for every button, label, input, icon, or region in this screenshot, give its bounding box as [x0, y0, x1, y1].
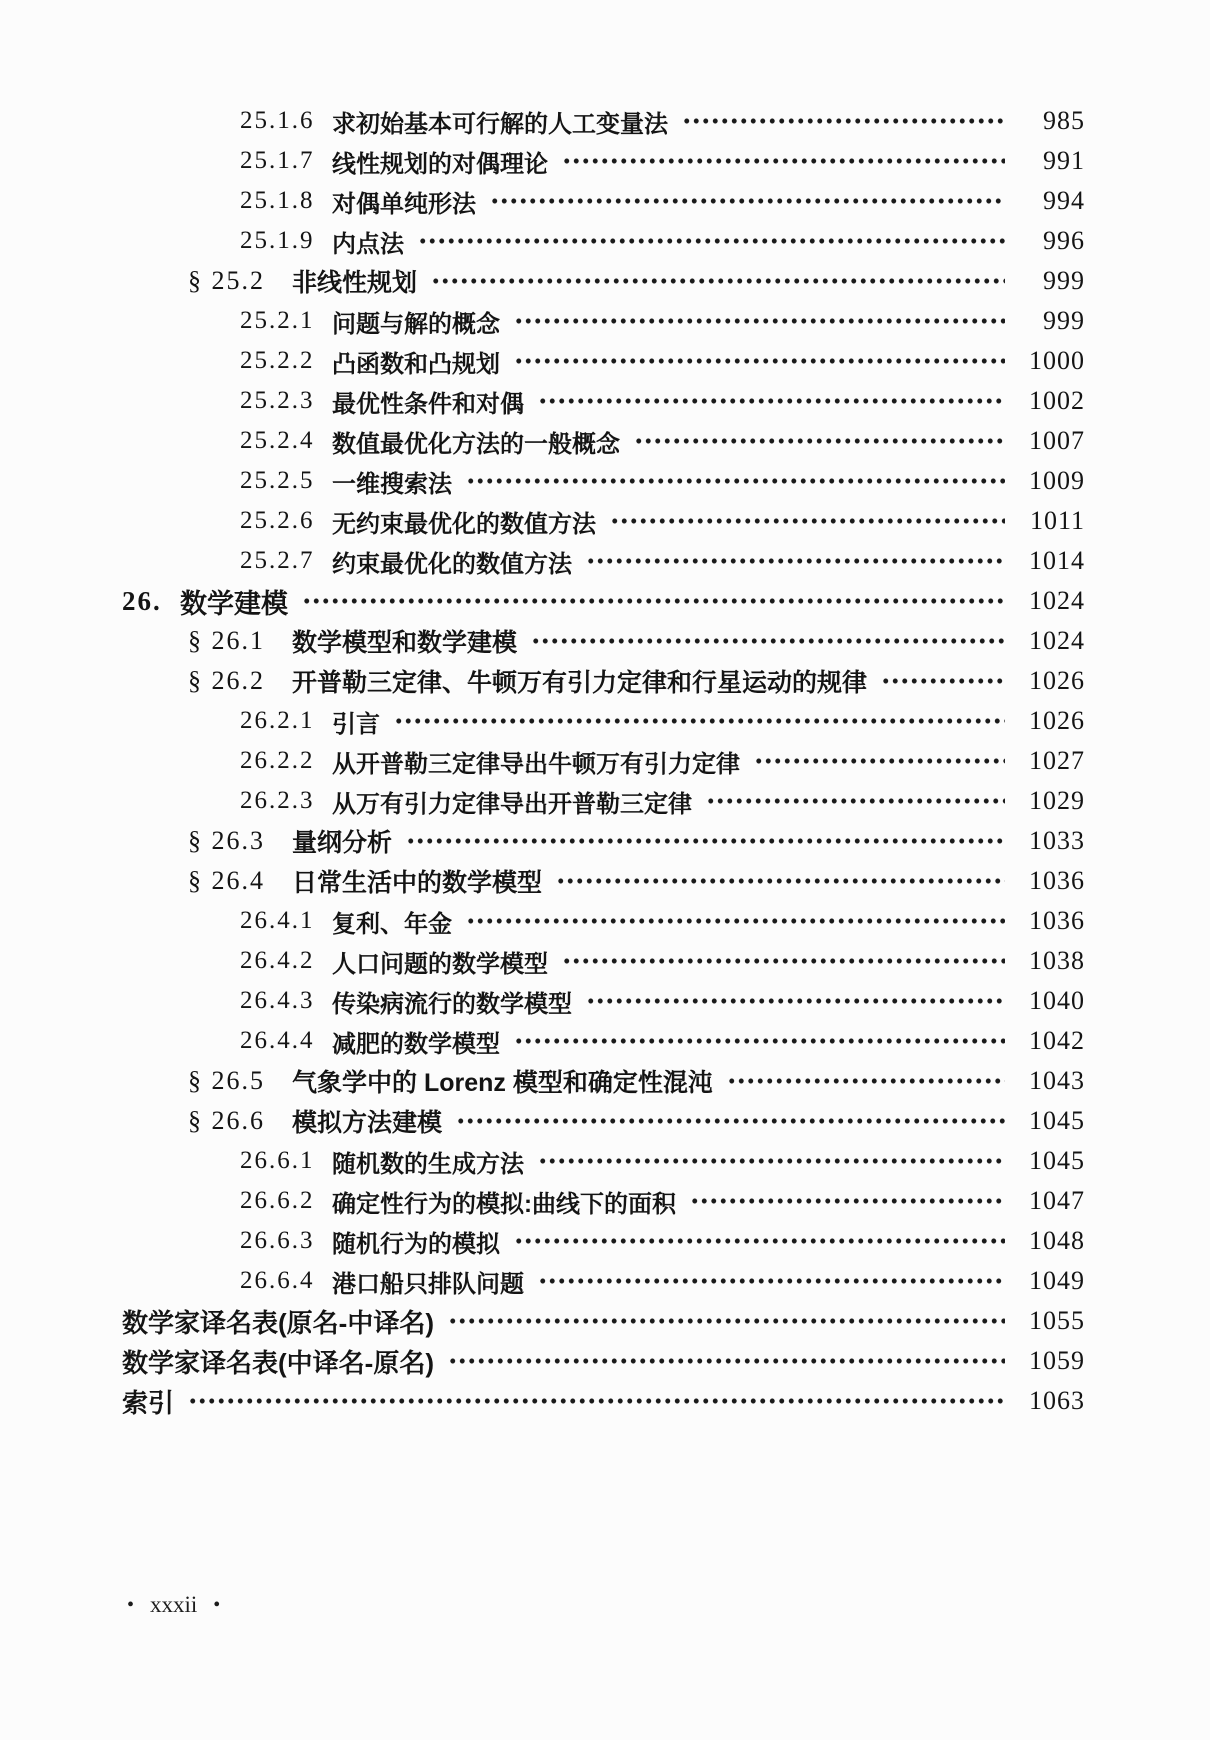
dot-leader [514, 301, 1005, 341]
entry-number: 25.2.2 [240, 347, 315, 374]
entry-number: § 26.2 [188, 666, 265, 695]
entry-page: 1002 [1029, 386, 1085, 415]
dot-leader [727, 1061, 1005, 1101]
toc-entry [0, 1141, 1210, 1181]
dot-leader [456, 1101, 1005, 1141]
entry-title: 最优性条件和对偶 [332, 390, 524, 418]
footer-right-dot: • [213, 1593, 221, 1616]
entry-number: 26.4.2 [240, 947, 315, 974]
entry-title: 从万有引力定律导出开普勒三定律 [332, 790, 692, 818]
toc-entry [0, 941, 1210, 981]
entry-title: 线性规划的对偶理论 [332, 150, 548, 178]
footer-page-number: xxxii [150, 1592, 198, 1617]
dot-leader [531, 621, 1005, 661]
entry-title: 气象学中的 Lorenz 模型和确定性混沌 [292, 1069, 713, 1097]
entry-number: 25.1.9 [240, 227, 315, 254]
toc-entry [0, 901, 1210, 941]
toc-entry [0, 1061, 1210, 1101]
entry-page: 1045 [1029, 1146, 1085, 1175]
entry-number: § 26.5 [188, 1066, 265, 1095]
entry-page: 994 [1043, 186, 1085, 215]
entry-title: 约束最优化的数值方法 [332, 550, 572, 578]
entry-title: 索引 [122, 1387, 175, 1418]
entry-page: 1040 [1029, 986, 1085, 1015]
entry-number: 26.6.3 [240, 1227, 315, 1254]
entry-title: 数学家译名表(中译名-原名) [122, 1347, 434, 1378]
toc-entry [0, 781, 1210, 821]
toc-entry [0, 981, 1210, 1021]
dot-leader [394, 701, 1005, 741]
dot-leader [562, 941, 1005, 981]
entry-title: 凸函数和凸规划 [332, 350, 500, 378]
dot-leader [406, 821, 1005, 861]
entry-page: 1055 [1029, 1306, 1085, 1335]
dot-leader [448, 1341, 1005, 1381]
entry-title: 随机行为的模拟 [332, 1230, 500, 1258]
dot-leader [302, 581, 1005, 621]
entry-page: 1038 [1029, 946, 1085, 975]
entry-title: 从开普勒三定律导出牛顿万有引力定律 [332, 750, 740, 778]
entry-page: 996 [1043, 226, 1085, 255]
toc-entry [0, 141, 1210, 181]
page-footer [127, 1592, 220, 1618]
dot-leader [706, 781, 1005, 821]
toc-entry [0, 1221, 1210, 1261]
entry-number: 26.2.1 [240, 707, 315, 734]
entry-number: 25.1.6 [240, 107, 315, 134]
dot-leader [586, 981, 1005, 1021]
dot-leader [556, 861, 1005, 901]
entry-title: 数学家译名表(原名-中译名) [122, 1307, 434, 1338]
entry-page: 991 [1043, 146, 1085, 175]
entry-title: 传染病流行的数学模型 [332, 990, 572, 1018]
entry-number: 25.2.7 [240, 547, 315, 574]
entry-page: 1024 [1029, 586, 1085, 615]
dot-leader [490, 181, 1005, 221]
entry-page: 1049 [1029, 1266, 1085, 1295]
entry-number: 26.4.3 [240, 987, 315, 1014]
entry-title: 量纲分析 [292, 829, 393, 857]
entry-title: 数学建模 [180, 588, 288, 619]
toc-entry [0, 1101, 1210, 1141]
toc-entry [0, 461, 1210, 501]
toc-entry [0, 621, 1210, 661]
entry-number: 26.2.2 [240, 747, 315, 774]
dot-leader [538, 381, 1005, 421]
toc-entry [0, 1181, 1210, 1221]
entry-number: 25.2.6 [240, 507, 315, 534]
entry-number: 25.2.3 [240, 387, 315, 414]
entry-page: 999 [1043, 266, 1085, 295]
entry-number: 25.1.8 [240, 187, 315, 214]
dot-leader [514, 341, 1005, 381]
toc-entry [0, 261, 1210, 301]
entry-page: 1024 [1029, 626, 1085, 655]
entry-title: 确定性行为的模拟:曲线下的面积 [332, 1190, 676, 1218]
entry-page: 1026 [1029, 706, 1085, 735]
entry-page: 1033 [1029, 826, 1085, 855]
toc-entry [0, 381, 1210, 421]
entry-number: 26.2.3 [240, 787, 315, 814]
toc-entry [0, 701, 1210, 741]
entry-page: 1029 [1029, 786, 1085, 815]
dot-leader [188, 1381, 1005, 1421]
entry-page: 1014 [1029, 546, 1085, 575]
dot-leader [586, 541, 1005, 581]
entry-title: 问题与解的概念 [332, 310, 500, 338]
entry-number: § 26.3 [188, 826, 265, 855]
entry-title: 求初始基本可行解的人工变量法 [332, 110, 668, 138]
entry-page: 1000 [1029, 346, 1085, 375]
entry-page: 1036 [1029, 906, 1085, 935]
entry-number: 25.2.4 [240, 427, 315, 454]
dot-leader [754, 741, 1005, 781]
toc-entry [0, 1021, 1210, 1061]
entry-number: 26.6.4 [240, 1267, 315, 1294]
entry-number: 26.6.2 [240, 1187, 315, 1214]
dot-leader [562, 141, 1005, 181]
dot-leader [610, 501, 1005, 541]
entry-page: 1027 [1029, 746, 1085, 775]
toc-entry [0, 861, 1210, 901]
entry-page: 1059 [1029, 1346, 1085, 1375]
entry-page: 1009 [1029, 466, 1085, 495]
entry-title: 港口船只排队问题 [332, 1270, 524, 1298]
dot-leader [690, 1181, 1005, 1221]
entry-title: 数值最优化方法的一般概念 [332, 430, 620, 458]
entry-page: 1007 [1029, 426, 1085, 455]
toc-entry [0, 421, 1210, 461]
entry-number: § 25.2 [188, 266, 265, 295]
toc-entry [0, 101, 1210, 141]
entry-number: § 26.6 [188, 1106, 265, 1135]
entry-page: 1011 [1029, 506, 1085, 535]
entry-page: 1045 [1029, 1106, 1085, 1135]
entry-page: 1063 [1029, 1386, 1085, 1415]
entry-number: 25.1.7 [240, 147, 315, 174]
dot-leader [514, 1021, 1005, 1061]
dot-leader [881, 661, 1005, 701]
entry-number: § 26.1 [188, 626, 265, 655]
entry-number: 26. [122, 585, 162, 616]
entry-title: 开普勒三定律、牛顿万有引力定律和行星运动的规律 [292, 669, 868, 697]
dot-leader [634, 421, 1005, 461]
entry-page: 1043 [1029, 1066, 1085, 1095]
entry-number: 25.2.1 [240, 307, 315, 334]
entry-page: 999 [1043, 306, 1085, 335]
entry-title: 一维搜索法 [332, 470, 452, 498]
toc-entry [0, 821, 1210, 861]
entry-page: 1048 [1029, 1226, 1085, 1255]
dot-leader [431, 261, 1005, 301]
dot-leader [514, 1221, 1005, 1261]
toc-entry [0, 181, 1210, 221]
toc-entry [0, 501, 1210, 541]
footer-left-dot: • [127, 1593, 135, 1616]
dot-leader [418, 221, 1005, 261]
toc-entry [0, 1341, 1210, 1381]
entry-title: 非线性规划 [292, 269, 418, 297]
entry-number: 26.6.1 [240, 1147, 315, 1174]
dot-leader [682, 101, 1005, 141]
dot-leader [466, 901, 1005, 941]
toc-entry [0, 741, 1210, 781]
entry-title: 数学模型和数学建模 [292, 629, 518, 657]
entry-title: 模拟方法建模 [292, 1109, 443, 1137]
toc-entry [0, 1261, 1210, 1301]
entry-title: 引言 [332, 710, 380, 738]
entry-page: 1042 [1029, 1026, 1085, 1055]
entry-number: 25.2.5 [240, 467, 315, 494]
dot-leader [538, 1141, 1005, 1181]
entry-title: 复利、年金 [332, 910, 452, 938]
toc-entry [0, 661, 1210, 701]
entry-title: 内点法 [332, 230, 404, 258]
table-of-contents [0, 101, 1210, 1421]
entry-title: 减肥的数学模型 [332, 1030, 500, 1058]
entry-page: 985 [1043, 106, 1085, 135]
entry-title: 日常生活中的数学模型 [292, 869, 543, 897]
entry-title: 无约束最优化的数值方法 [332, 510, 596, 538]
toc-entry [0, 221, 1210, 261]
entry-page: 1026 [1029, 666, 1085, 695]
entry-number: § 26.4 [188, 866, 265, 895]
toc-entry [0, 1381, 1210, 1421]
entry-page: 1036 [1029, 866, 1085, 895]
dot-leader [466, 461, 1005, 501]
toc-entry [0, 581, 1210, 621]
dot-leader [448, 1301, 1005, 1341]
dot-leader [538, 1261, 1005, 1301]
entry-title: 对偶单纯形法 [332, 190, 476, 218]
entry-number: 26.4.1 [240, 907, 315, 934]
toc-entry [0, 1301, 1210, 1341]
toc-entry [0, 341, 1210, 381]
entry-title: 随机数的生成方法 [332, 1150, 524, 1178]
entry-number: 26.4.4 [240, 1027, 315, 1054]
toc-entry [0, 301, 1210, 341]
toc-entry [0, 541, 1210, 581]
entry-page: 1047 [1029, 1186, 1085, 1215]
entry-title: 人口问题的数学模型 [332, 950, 548, 978]
